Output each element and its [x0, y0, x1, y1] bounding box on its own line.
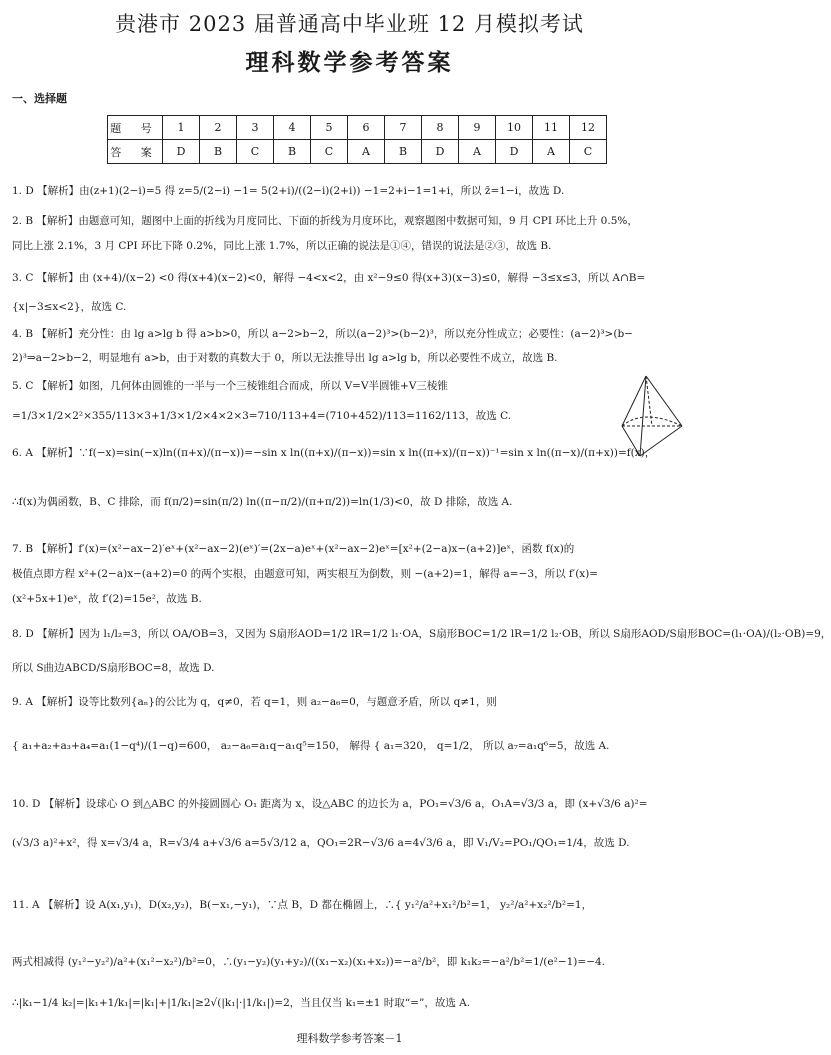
solution-2-line-1: 2. B 【解析】由题意可知，题图中上面的折线为月度同比、下面的折线为月度环比，观察题图中数据可知，9 月 CPI 环比上升 0.5%， [12, 215, 638, 227]
solution-6-line-1: 6. A 【解析】∵f(−x)=sin(−x)ln((π+x)/(π−x))=−sin x ln((π+x)/(π−x))=sin x ln((π+x)/(π−x))⁻¹=sin x ln((π−x)/(π+x))=f(x)， [12, 447, 656, 459]
table-cell: 9 [459, 116, 496, 140]
table-cell: B [200, 140, 237, 164]
table-cell: 11 [533, 116, 570, 140]
solution-8-line-2: 所以 S曲边ABCD/S扇形BOC=8，故选 D. [12, 662, 215, 674]
table-cell: 10 [496, 116, 533, 140]
table-cell: B [385, 140, 422, 164]
table-cell: 7 [385, 116, 422, 140]
table-cell: C [311, 140, 348, 164]
table-cell: 1 [163, 116, 200, 140]
exam-title: 贵港市 2023 届普通高中毕业班 12 月模拟考试 [115, 12, 584, 36]
solution-11-line-3: ∴|k₁−1/4 k₂|=|k₁+1/k₁|=|k₁|+|1/k₁|≥2√(|k₁|·|1/k₁|)=2，当且仅当 k₁=±1 时取“=”，故选 A. [12, 997, 471, 1009]
solution-11-line-1: 11. A 【解析】设 A(x₁,y₁)，D(x₂,y₂)，B(−x₁,−y₁)，∵点 B，D 都在椭圆上，∴{ y₁²/a²+x₁²/b²=1， y₂²/a²+x₂²/b²=1， [12, 899, 593, 911]
solution-11-line-2: 两式相减得 (y₁²−y₂²)/a²+(x₁²−x₂²)/b²=0，∴(y₁−y₂)(y₁+y₂)/((x₁−x₂)(x₁+x₂))=−a²/b²，即 k₁k₂=−a²/b²=1/(e²−1)=−4. [12, 956, 606, 968]
solution-6-line-2: ∴f(x)为偶函数，B、C 排除，而 f(π/2)=sin(π/2) ln((π−π/2)/(π+π/2))=ln(1/3)<0，故 D 排除，故选 A. [12, 496, 513, 508]
pyramid-diagram [622, 376, 682, 456]
table-cell: 6 [348, 116, 385, 140]
solution-4-line-2: 2)³⇒a−2>b−2，明显地有 a>b，由于对数的真数大于 0，所以无法推导出 lg a>lg b，所以必要性不成立，故选 B. [12, 352, 558, 364]
table-cell: A [533, 140, 570, 164]
table-cell: D [422, 140, 459, 164]
solution-7-line-3: (x²+5x+1)eˣ，故 f′(2)=15e²，故选 B. [12, 593, 202, 605]
solution-9-line-1: 9. A 【解析】设等比数列{aₙ}的公比为 q，q≠0，若 q=1，则 a₂−a₆=0，与题意矛盾，所以 q≠1，则 [12, 696, 497, 708]
page-footer: 理科数学参考答案－1 [296, 1032, 403, 1045]
solution-7-line-1: 7. B 【解析】f′(x)=(x²−ax−2)′eˣ+(x²−ax−2)(eˣ)′=(2x−a)eˣ+(x²−ax−2)eˣ=[x²+(2−a)x−(a+2)]eˣ，函数 f(x)的 [12, 543, 575, 555]
table-cell: D [163, 140, 200, 164]
section-heading: 一、选择题 [12, 92, 67, 105]
solution-9-line-2: { a₁+a₂+a₃+a₄=a₁(1−q⁴)/(1−q)=600， a₂−a₆=a₁q−a₁q⁵=150， 解得 { a₁=320， q=1/2， 所以 a₇=a₁q⁶=5，故选 A. [12, 740, 610, 752]
solution-5-line-1: 5. C 【解析】如图，几何体由圆锥的一半与一个三棱锥组合而成，所以 V=V半圆锥+V三棱锥 [12, 380, 448, 392]
table-cell: D [496, 140, 533, 164]
answer-key-title: 理科数学参考答案 [245, 49, 454, 76]
table-cell: 8 [422, 116, 459, 140]
row-label-answer: 答 案 [108, 140, 163, 164]
solution-5-line-2: =1/3×1/2×2²×355/113×3+1/3×1/2×4×2×3=710/113+4=(710+452)/113=1162/113，故选 C. [12, 410, 512, 422]
table-row [108, 140, 607, 164]
solution-1: 1. D 【解析】由(z+1)(2−i)=5 得 z=5/(2−i) −1= 5(2+i)/((2−i)(2+i)) −1=2+i−1=1+i，所以 z̄=1−i，故选 D. [12, 185, 565, 197]
solution-4-line-1: 4. B 【解析】充分性：由 lg a>lg b 得 a>b>0，所以 a−2>b−2，所以(a−2)³>(b−2)³，所以充分性成立；必要性：(a−2)³>(b− [12, 328, 633, 340]
table-cell: 3 [237, 116, 274, 140]
table-cell: 2 [200, 116, 237, 140]
solution-2-line-2: 同比上涨 2.1%，3 月 CPI 环比下降 0.2%，同比上涨 1.7%，所以正确的说法是①④，错误的说法是②③，故选 B. [12, 240, 552, 252]
table-cell: 4 [274, 116, 311, 140]
table-cell: A [348, 140, 385, 164]
table-cell: B [274, 140, 311, 164]
table-cell: C [570, 140, 607, 164]
solution-7-line-2: 极值点即方程 x²+(2−a)x−(a+2)=0 的两个实根，由题意可知，两实根互为倒数，则 −(a+2)=1，解得 a=−3，所以 f′(x)= [12, 568, 599, 580]
row-label-number: 题 号 [108, 116, 163, 140]
solution-10-line-1: 10. D 【解析】设球心 O 到△ABC 的外接圆圆心 O₁ 距离为 x，设△ABC 的边长为 a，PO₁=√3/6 a，O₁A=√3/3 a，即 (x+√3/6 a)²= [12, 798, 648, 810]
answer-table [107, 115, 607, 164]
solution-3-line-1: 3. C 【解析】由 (x+4)/(x−2) <0 得(x+4)(x−2)<0，解得 −4<x<2，由 x²−9≤0 得(x+3)(x−3)≤0，解得 −3≤x≤3，所以 A∩B= [12, 272, 646, 284]
solution-10-line-2: (√3/3 a)²+x²，得 x=√3/4 a，R=√3/4 a+√3/6 a=5√3/12 a，QO₁=2R−√3/6 a=4√3/6 a，即 V₁/V₂=PO₁/QO₁=1/4，故选 D. [12, 837, 630, 849]
table-cell: C [237, 140, 274, 164]
solution-8-line-1: 8. D 【解析】因为 l₁/l₂=3，所以 OA/OB=3，又因为 S扇形AOD=1/2 lR=1/2 l₁·OA，S扇形BOC=1/2 lR=1/2 l₂·OB，所以 S扇形AOD/S扇形BOC=(l₁·OA)/(l₂·OB)=9， [12, 628, 831, 640]
solution-3-line-2: {x|−3≤x<2}，故选 C. [12, 301, 127, 313]
table-cell: A [459, 140, 496, 164]
table-cell: 5 [311, 116, 348, 140]
table-row [108, 116, 607, 140]
table-cell: 12 [570, 116, 607, 140]
